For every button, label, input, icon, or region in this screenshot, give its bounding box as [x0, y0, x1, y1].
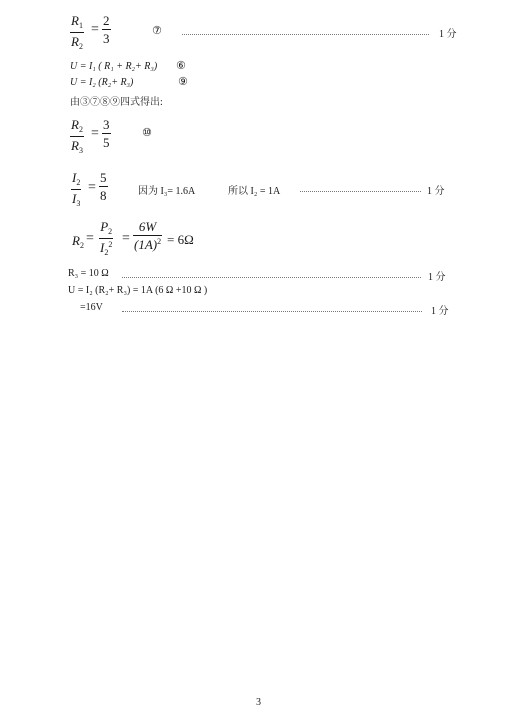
subscript: 3 [78, 146, 83, 155]
score-label: 1 分 [431, 306, 449, 317]
symbol-r: R [71, 34, 79, 49]
symbol-r: R [71, 138, 79, 153]
subscript: 3 [76, 199, 81, 208]
fraction-bar [102, 29, 111, 30]
symbol-p: P [100, 219, 109, 234]
subscript: 2 [78, 125, 83, 134]
voltage-result: =16V [80, 302, 103, 313]
subscript: 1 [78, 21, 83, 30]
symbol-r: R [71, 13, 79, 28]
result-6-ohm: = 6Ω [167, 232, 194, 247]
denominator: 8 [100, 188, 107, 203]
denominator: (1A) [134, 237, 158, 252]
fraction-2-over-3 [102, 14, 111, 45]
dotted-leader [122, 311, 422, 312]
subscript: 2 [76, 178, 81, 187]
equation-tag-6: ⑥ [176, 59, 186, 72]
superscript: 2 [108, 240, 113, 249]
numerator: 6W [138, 219, 157, 234]
equals-sign: = [88, 180, 96, 195]
fraction-5-over-8 [99, 171, 108, 202]
fraction-bar [102, 133, 111, 134]
equals-sign: = [91, 22, 99, 37]
symbol-r: R [71, 117, 79, 132]
r3-value: R₃ = 10 Ω [68, 268, 109, 279]
symbol-i: I [100, 240, 105, 255]
fraction-bar [70, 32, 84, 33]
fraction-bar [133, 235, 162, 236]
score-label: 1 分 [428, 272, 446, 283]
subscript: 2 [78, 42, 83, 51]
equation-u-i2: U = I₂ (R₂+ R₃) [70, 77, 134, 88]
lhs-r2 [72, 233, 84, 250]
dotted-leader [182, 34, 429, 35]
equals-sign: = [91, 126, 99, 141]
fraction-bar [99, 238, 113, 239]
fraction-bar [71, 189, 81, 190]
fraction-bar [99, 186, 108, 187]
subscript: 2 [108, 227, 113, 236]
equals-sign: = [86, 231, 94, 246]
symbol-i: I [72, 170, 77, 185]
denominator: 3 [103, 31, 110, 46]
dotted-leader [122, 277, 421, 278]
fraction-3-over-5 [102, 118, 111, 149]
numerator: 5 [100, 170, 107, 185]
dotted-leader [300, 191, 421, 192]
fraction-6w-over-1a-squared [133, 220, 162, 251]
score-label: 1 分 [439, 29, 457, 40]
equation-tag-10: ⑩ [142, 126, 152, 139]
therefore-text: 所以 I₂ = 1A [228, 186, 281, 197]
equation-tag-7: ⑦ [152, 24, 162, 37]
score-label: 1 分 [427, 186, 445, 197]
fraction-r2-over-r3 [70, 118, 84, 155]
fraction-bar [70, 136, 84, 137]
symbol-r: R [72, 233, 80, 248]
subscript: 2 [104, 248, 109, 257]
derivation-text: 由③⑦⑧⑨四式得出: [70, 97, 163, 108]
superscript: 2 [157, 237, 162, 246]
fraction-p2-over-i2-squared [99, 220, 113, 257]
subscript: 2 [79, 241, 84, 250]
page-number: 3 [256, 697, 261, 708]
equation-u-i1: U = I₁ ( R₁ + R₂+ R₃) [70, 61, 158, 72]
voltage-equation: U = I₂ (R₂+ R₃) = 1A (6 Ω +10 Ω ) [68, 285, 208, 296]
numerator: 2 [103, 13, 110, 28]
numerator: 3 [103, 117, 110, 132]
equals-sign: = [122, 231, 130, 246]
denominator: 5 [103, 135, 110, 150]
fraction-i2-over-i3 [71, 171, 81, 208]
because-text: 因为 I₃= 1.6A [138, 186, 196, 197]
equation-tag-9: ⑨ [178, 75, 188, 88]
symbol-i: I [72, 191, 77, 206]
fraction-r1-over-r2 [70, 14, 84, 51]
